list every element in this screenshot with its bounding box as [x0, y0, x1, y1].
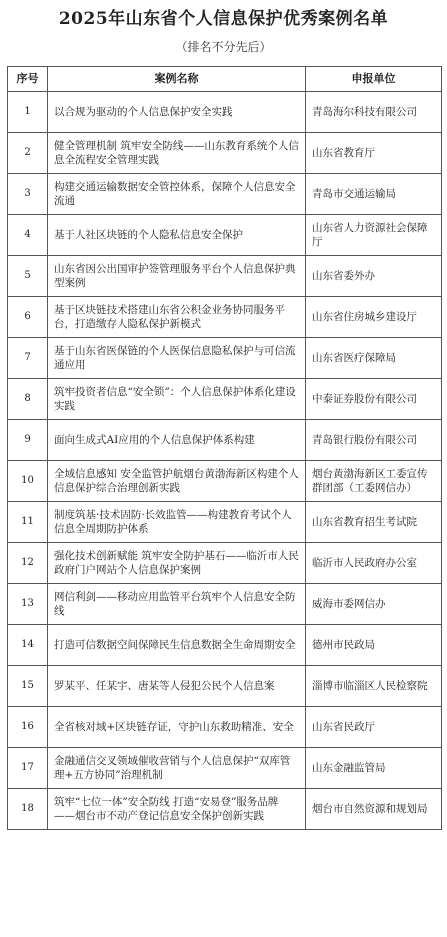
row-number: 10	[8, 461, 48, 502]
row-number: 15	[8, 666, 48, 707]
page-title: 2025年山东省个人信息保护优秀案例名单	[58, 9, 389, 29]
table-row	[8, 707, 442, 748]
row-unit: 淄博市临淄区人民检察院	[306, 666, 442, 707]
table-row	[8, 789, 442, 830]
row-case-name: 基于山东省医保链的个人医保信息隐私保护与可信流通应用	[48, 338, 306, 379]
header-number: 序号	[8, 67, 48, 92]
row-case-name: 山东省因公出国审护签管理服务平台个人信息保护典型案例	[48, 256, 306, 297]
row-case-name: 全域信息感知 安全监管护航烟台黄渤海新区构建个人信息保护综合治理创新实践	[48, 461, 306, 502]
table-row	[8, 133, 442, 174]
row-unit: 烟台市自然资源和规划局	[306, 789, 442, 830]
row-number: 18	[8, 789, 48, 830]
row-unit: 青岛银行股份有限公司	[306, 420, 442, 461]
row-number: 4	[8, 215, 48, 256]
header-case-name: 案例名称	[48, 67, 306, 92]
row-unit: 烟台黄渤海新区工委宣传群团部（工委网信办）	[306, 461, 442, 502]
row-unit: 山东省委外办	[306, 256, 442, 297]
row-number: 2	[8, 133, 48, 174]
row-case-name: 罗某平、任某宇、唐某等人侵犯公民个人信息案	[48, 666, 306, 707]
row-number: 12	[8, 543, 48, 584]
row-unit: 山东省教育招生考试院	[306, 502, 442, 543]
row-case-name: 健全管理机制 筑牢安全防线——山东教育系统个人信息全流程安全管理实践	[48, 133, 306, 174]
row-case-name: 网信利剑——移动应用监管平台筑牢个人信息安全防线	[48, 584, 306, 625]
row-number: 14	[8, 625, 48, 666]
table-body	[8, 92, 442, 830]
row-unit: 临沂市人民政府办公室	[306, 543, 442, 584]
row-number: 1	[8, 92, 48, 133]
row-case-name: 全省核对域+区块链存证，守护山东救助精准、安全	[48, 707, 306, 748]
row-number: 8	[8, 379, 48, 420]
table-row	[8, 420, 442, 461]
row-case-name: 基于人社区块链的个人隐私信息安全保护	[48, 215, 306, 256]
table-row	[8, 92, 442, 133]
table-header-row	[8, 67, 442, 92]
row-case-name: 基于区块链技术搭建山东省公积金业务协同服务平台，打造缴存人隐私保护新模式	[48, 297, 306, 338]
table-row	[8, 748, 442, 789]
table-row	[8, 666, 442, 707]
table-row	[8, 584, 442, 625]
row-unit: 山东省教育厅	[306, 133, 442, 174]
row-unit: 中泰证券股份有限公司	[306, 379, 442, 420]
row-unit: 德州市民政局	[306, 625, 442, 666]
row-case-name: 面向生成式AI应用的个人信息保护体系构建	[48, 420, 306, 461]
table-row	[8, 625, 442, 666]
row-case-name: 强化技术创新赋能 筑牢安全防护基石——临沂市人民政府门户网站个人信息保护案例	[48, 543, 306, 584]
table-row	[8, 502, 442, 543]
row-unit: 青岛市交通运输局	[306, 174, 442, 215]
table-row	[8, 297, 442, 338]
table-row	[8, 543, 442, 584]
table-row	[8, 256, 442, 297]
row-unit: 山东省住房城乡建设厅	[306, 297, 442, 338]
row-unit: 青岛海尔科技有限公司	[306, 92, 442, 133]
case-list-table	[7, 66, 442, 830]
row-unit: 山东省医疗保障局	[306, 338, 442, 379]
row-case-name: 以合规为驱动的个人信息保护安全实践	[48, 92, 306, 133]
table-row	[8, 379, 442, 420]
row-number: 11	[8, 502, 48, 543]
table-row	[8, 338, 442, 379]
row-case-name: 构建交通运输数据安全管控体系，保障个人信息安全流通	[48, 174, 306, 215]
row-case-name: 打造可信数据空间保障民生信息数据全生命周期安全	[48, 625, 306, 666]
row-number: 13	[8, 584, 48, 625]
table-row	[8, 461, 442, 502]
row-number: 9	[8, 420, 48, 461]
row-case-name: 筑牢“七位一体”安全防线 打造“安易登”服务品牌——烟台市不动产登记信息安全保护创新实践	[48, 789, 306, 830]
row-case-name: 筑牢投资者信息“安全锁”：个人信息保护体系化建设实践	[48, 379, 306, 420]
row-case-name: 金融通信交叉领域催收营销与个人信息保护“双库管理+五方协同”治理机制	[48, 748, 306, 789]
row-unit: 山东金融监管局	[306, 748, 442, 789]
row-number: 3	[8, 174, 48, 215]
row-number: 5	[8, 256, 48, 297]
header-unit: 申报单位	[306, 67, 442, 92]
table-row	[8, 215, 442, 256]
row-unit: 山东省人力资源社会保障厅	[306, 215, 442, 256]
row-case-name: 制度筑基·技术固防·长效监管——构建教育考试个人信息全周期防护体系	[48, 502, 306, 543]
row-number: 7	[8, 338, 48, 379]
row-unit: 威海市委网信办	[306, 584, 442, 625]
table-row	[8, 174, 442, 215]
row-number: 6	[8, 297, 48, 338]
page-subtitle: （排名不分先后）	[175, 40, 272, 54]
row-number: 17	[8, 748, 48, 789]
row-unit: 山东省民政厅	[306, 707, 442, 748]
row-number: 16	[8, 707, 48, 748]
